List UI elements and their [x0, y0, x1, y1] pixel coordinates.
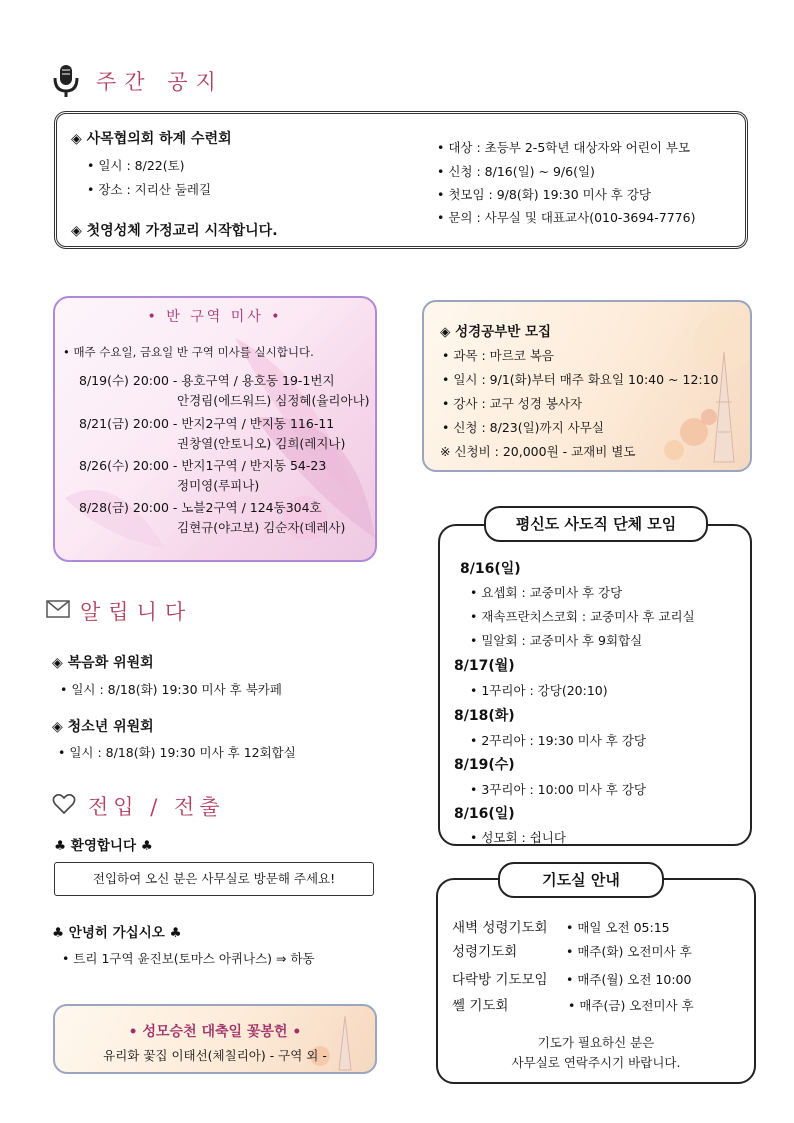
bible-study-line: • 신청 : 8/23(일)까지 사무실 — [442, 420, 604, 435]
notice-box — [54, 111, 748, 249]
lay-groups-day: 8/16(일) — [454, 806, 515, 822]
farewell-label: ♣ 안녕히 가십시오 ♣ — [52, 925, 182, 941]
lay-groups-day: 8/18(화) — [454, 708, 515, 724]
prayer-room-name: 새벽 성령기도회 — [452, 920, 548, 936]
prayer-room-time: • 매일 오전 05:15 — [566, 920, 670, 935]
lay-groups-panel — [438, 524, 752, 846]
lay-groups-item: • 성모회 : 쉽니다 — [470, 830, 566, 845]
district-mass-intro: • 매주 수요일, 금요일 반 구역 미사를 실시합니다. — [63, 345, 314, 359]
prayer-room-note: 사무실로 연락주시기 바랍니다. — [511, 1055, 681, 1070]
lay-groups-day: 8/16(일) — [460, 561, 521, 577]
district-mass-entry-line: 8/28(금) 20:00 - 노블2구역 / 124동304호 — [79, 500, 322, 515]
envelope-icon — [46, 600, 70, 618]
prayer-room-name: 다락방 기도모임 — [452, 972, 548, 988]
heart-icon — [52, 793, 76, 815]
prayer-room-note: 기도가 필요하신 분은 — [537, 1035, 655, 1050]
notice-item-title: ◈ 사목협의회 하계 수련회 — [71, 131, 232, 147]
announce-committee-line: • 일시 : 8/18(화) 19:30 미사 후 12회합실 — [58, 745, 296, 760]
district-mass-panel — [53, 296, 377, 562]
notice-right-line: • 신청 : 8/16(일) ~ 9/6(일) — [437, 164, 595, 179]
lay-groups-day: 8/19(수) — [454, 757, 515, 773]
announce-committee-line: • 일시 : 8/18(화) 19:30 미사 후 북카페 — [60, 682, 282, 697]
announce-committee-title: ◈ 복음화 위원회 — [52, 655, 154, 671]
prayer-room-title: 기도실 안내 — [498, 862, 664, 898]
welcome-box: 전입하여 오신 분은 사무실로 방문해 주세요! — [54, 862, 374, 896]
notice-line: • 장소 : 지리산 둘레길 — [87, 182, 212, 197]
bible-study-panel — [422, 300, 752, 472]
lay-groups-item: • 1꾸리아 : 강당(20:10) — [470, 683, 608, 698]
lay-groups-item: • 요셉회 : 교중미사 후 강당 — [470, 585, 623, 600]
district-mass-entry-line: 8/21(금) 20:00 - 반지2구역 / 반지동 116-11 — [79, 416, 335, 431]
district-mass-entry-line: 8/19(수) 20:00 - 용호구역 / 용호동 19-1번지 — [79, 373, 335, 388]
flowers-title: • 성모승천 대축일 꽃봉헌 • — [128, 1024, 302, 1040]
prayer-room-name: 성령기도회 — [452, 944, 518, 960]
notice-item-title: ◈ 첫영성체 가정교리 시작합니다. — [71, 223, 278, 239]
bible-study-line: ※ 신청비 : 20,000원 - 교재비 별도 — [440, 444, 636, 459]
bible-study-title: ◈ 성경공부반 모집 — [440, 324, 552, 340]
announce-heading: 알립니다 — [80, 600, 194, 624]
district-mass-entry-names: 권창열(안토니오) 김희(레지나) — [177, 436, 346, 451]
prayer-room-name: 쎌 기도회 — [452, 998, 509, 1014]
notice-right-line: • 대상 : 초등부 2-5학년 대상자와 어린이 부모 — [437, 140, 691, 155]
lay-groups-item: • 재속프란치스코회 : 교중미사 후 교리실 — [470, 609, 695, 624]
district-mass-entry-line: 8/26(수) 20:00 - 반지1구역 / 반지동 54-23 — [79, 458, 327, 473]
welcome-label: ♣ 환영합니다 ♣ — [54, 838, 153, 854]
notice-heading: 주간 공지 — [96, 70, 224, 94]
prayer-room-time: • 매주(금) 오전미사 후 — [568, 998, 694, 1013]
lay-groups-item: • 2꾸리아 : 19:30 미사 후 강당 — [470, 733, 647, 748]
district-mass-title: • 반 구역 미사 • — [147, 309, 283, 325]
announce-committee-title: ◈ 청소년 위원회 — [52, 719, 154, 735]
bible-study-line: • 강사 : 교구 성경 봉사자 — [442, 396, 583, 411]
district-mass-entry-names: 정미영(루피나) — [177, 478, 260, 493]
bible-study-line: • 과목 : 마르코 복음 — [442, 348, 555, 363]
prayer-room-panel — [436, 878, 756, 1084]
prayer-room-time: • 매주(화) 오전미사 후 — [566, 944, 692, 959]
lay-groups-day: 8/17(월) — [454, 658, 515, 674]
district-mass-entry-names: 김현규(야고보) 김순자(데레사) — [177, 520, 346, 535]
lay-groups-item: • 밀알회 : 교중미사 후 9회합실 — [470, 633, 643, 648]
district-mass-entry-names: 안경림(에드워드) 심정혜(율리아나) — [177, 393, 370, 408]
microphone-icon — [52, 64, 80, 98]
notice-line: • 일시 : 8/22(토) — [87, 158, 185, 173]
prayer-room-time: • 매주(월) 오전 10:00 — [566, 972, 692, 987]
flowers-line: 유리화 꽃집 이태선(체칠리아) - 구역 외 - — [103, 1048, 327, 1063]
notice-right-line: • 문의 : 사무실 및 대표교사(010-3694-7776) — [437, 210, 696, 225]
farewell-line: • 트리 1구역 윤진보(토마스 아퀴나스) ⇒ 하동 — [62, 951, 315, 966]
lay-groups-title: 평신도 사도직 단체 모임 — [484, 506, 708, 542]
notice-right-line: • 첫모임 : 9/8(화) 19:30 미사 후 강당 — [437, 187, 651, 202]
flowers-panel — [53, 1004, 377, 1074]
transfer-heading: 전입 / 전출 — [88, 795, 225, 819]
lay-groups-item: • 3꾸리아 : 10:00 미사 후 강당 — [470, 782, 647, 797]
bible-study-line: • 일시 : 9/1(화)부터 매주 화요일 10:40 ~ 12:10 — [442, 372, 719, 387]
